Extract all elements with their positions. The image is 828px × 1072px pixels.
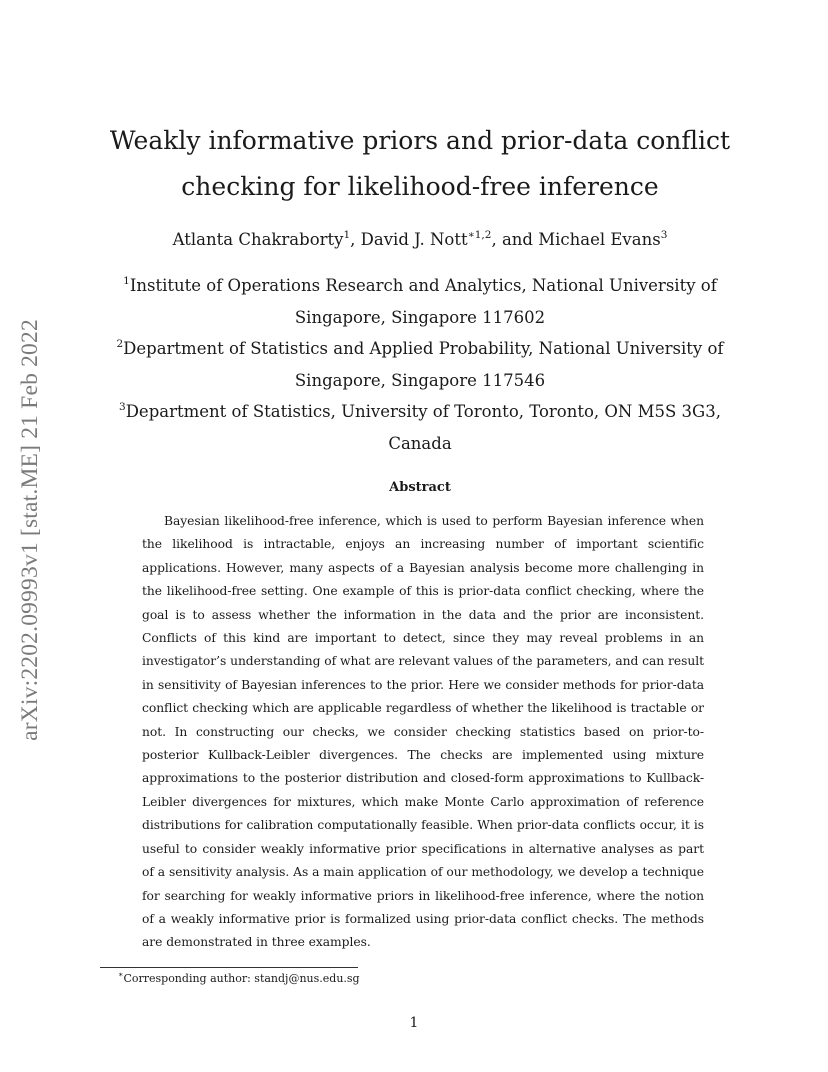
affiliation-item: [100, 396, 740, 459]
corresponding-author-footnote: [118, 970, 360, 988]
affiliation-item: [100, 270, 740, 333]
affiliation-line-1: Department of Statistics, University of Toronto, Toronto, ON M5S 3G3,: [125, 402, 721, 421]
affiliation-number: 3: [119, 401, 126, 414]
paper-title: [100, 118, 740, 210]
author-name: Michael Evans: [538, 230, 661, 249]
footnote-marker: ∗: [118, 970, 124, 980]
affiliation-line-1: Institute of Operations Research and Analytics, National University of: [129, 276, 717, 295]
affiliation-line-2: Singapore, Singapore 117546: [294, 370, 546, 390]
page-number: 1: [409, 1015, 419, 1031]
affiliation-line-2: Singapore, Singapore 117602: [294, 307, 546, 327]
author-separator: ,: [350, 230, 361, 249]
paper-title-line-2: checking for likelihood-free inference: [181, 172, 659, 201]
footnote-text: Corresponding author: standj@nus.edu.sg: [123, 972, 360, 985]
paper-title-line-1: Weakly informative priors and prior-data conflict: [109, 126, 731, 155]
author-name: Atlanta Chakraborty: [172, 230, 344, 249]
affiliation-line-2: Canada: [388, 433, 452, 453]
author-affiliation-marker: 3: [660, 229, 668, 242]
affiliation-list: [100, 270, 740, 459]
footnote-divider: [100, 967, 358, 968]
abstract-heading: Abstract: [389, 480, 451, 495]
author-name: David J. Nott: [360, 230, 468, 249]
affiliation-number: 1: [123, 275, 130, 288]
author-affiliation-marker: 1: [343, 229, 351, 242]
author-affiliation-marker: ∗1,2: [467, 229, 492, 242]
affiliation-line-1: Department of Statistics and Applied Probability, National University of: [123, 339, 724, 358]
author-list: [100, 226, 740, 254]
affiliation-number: 2: [116, 338, 124, 351]
author-separator: , and: [491, 230, 539, 249]
affiliation-item: [100, 333, 740, 396]
abstract-text: Bayesian likelihood-free inference, which is used to perform Bayesian inference when the likelihood is intractable, enjoys an increasing number of important scientific applications. However, many aspects of a Bayesian analysis become more challenging in the likelihood-free setting. One example of this is prior-data conflict checking, where the goal is to assess whether the information in the data and the prior are inconsistent. Conflicts of this kind are important to detect, since they may reveal problems in an investigator’s understanding of what are relevant values of the parameters, and can result in sensitivity of Bayesian inferences to the prior. Here we consider methods for prior-data conflict checking which are applicable regardless of whether the likelihood is tractable or not. In constructing our checks, we consider checking statistics based on prior-to-posterior Kullback-Leibler divergences. The checks are implemented using mixture approximations to the posterior distribution and closed-form approximations to Kullback-Leibler divergences for mixtures, which make Monte Carlo approximation of reference distributions for calibration computationally feasible. When prior-data conflicts occur, it is useful to consider weakly informative prior specifications in alternative analyses as part of a sensitivity analysis. As a main application of our methodology, we develop a technique for searching for weakly informative priors in likelihood-free inference, where the notion of a weakly informative prior is formalized using prior-data conflict checks. The methods are demonstrated in three examples.: [142, 514, 704, 950]
arxiv-identifier-stamp: arXiv:2202.09993v1 [stat.ME] 21 Feb 2022: [17, 319, 43, 741]
